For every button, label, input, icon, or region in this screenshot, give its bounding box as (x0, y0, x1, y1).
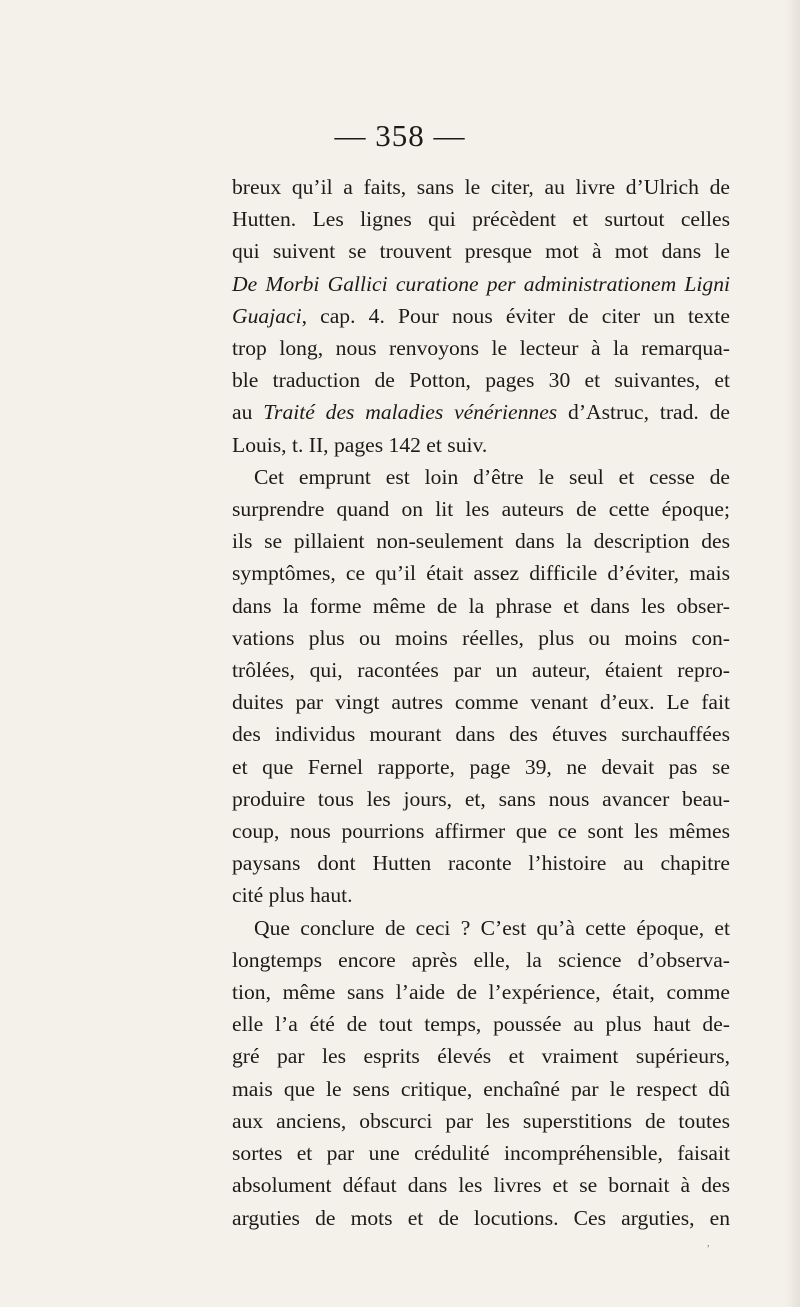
text-block (232, 171, 730, 1234)
margin-mark: , (707, 1238, 710, 1249)
text-line: coup, nous pourrions affirmer que ce sont les mêmes (232, 819, 730, 844)
italic-title: Traité des maladies vénériennes (263, 400, 558, 425)
text-line: Louis, t. II, pages 142 et suiv. (232, 432, 488, 457)
text-line: symptômes, ce qu’il était assez difficile d’éviter, mais (232, 561, 730, 586)
italic-title-line (232, 268, 730, 300)
text-line: sortes et par une crédulité incompréhensible, faisait (232, 1141, 730, 1166)
text-line: trôlées, qui, racontées par un auteur, étaient repro- (232, 658, 730, 683)
italic-title: De Morbi Gallici curatione per administrationem Ligni (232, 271, 730, 296)
text-line: paysans dont Hutten raconte l’histoire au chapitre (232, 851, 730, 876)
text-line: gré par les esprits élevés et vraiment supérieurs, (232, 1044, 730, 1069)
text-line: longtemps encore après elle, la science d’observa- (232, 947, 730, 972)
text-line: arguties de mots et de locutions. Ces arguties, en (232, 1205, 730, 1230)
text-line: cité plus haut. (232, 883, 353, 908)
text-line: Que conclure de ceci ? C’est qu’à cette époque, et (254, 915, 730, 940)
text-line: dans la forme même de la phrase et dans les obser- (232, 593, 730, 618)
page-edge-shadow (786, 0, 800, 1307)
text-line: Cet emprunt est loin d’être le seul et cesse de (254, 464, 730, 489)
text-line-with-italic (232, 396, 730, 428)
text-line: ils se pillaient non-seulement dans la description des (232, 529, 730, 554)
text-line: trop long, nous renvoyons le lecteur à la remarqua- (232, 336, 730, 361)
text-line: Hutten. Les lignes qui précèdent et surtout celles (232, 207, 730, 232)
text-line: aux anciens, obscurci par les superstitions de toutes (232, 1108, 730, 1133)
text-fragment: au (232, 400, 264, 425)
text-line: et que Fernel rapporte, page 39, ne devait pas se (232, 754, 730, 779)
text-line: produire tous les jours, et, sans nous avancer beau- (232, 786, 730, 811)
text-line: absolument défaut dans les livres et se bornait à des (232, 1173, 730, 1198)
text-line: qui suivent se trouvent presque mot à mot dans le (232, 239, 730, 264)
paragraph-3 (232, 912, 730, 1234)
italic-word: Guajaci (232, 303, 302, 328)
text-line: elle l’a été de tout temps, poussée au plus haut de- (232, 1012, 730, 1037)
page-number: — 358 — (334, 118, 466, 153)
text-line: vations plus ou moins réelles, plus ou moins con- (232, 625, 730, 650)
text-line: des individus mourant dans des étuves surchauffées (232, 722, 730, 747)
text-line: duites par vingt autres comme venant d’eux. Le fait (232, 690, 730, 715)
text-line: breux qu’il a faits, sans le citer, au livre d’Ulrich de (232, 175, 730, 199)
text-fragment: , cap. 4. Pour nous éviter de citer un texte (301, 303, 730, 328)
text-fragment: d’Astruc, trad. de (557, 400, 731, 425)
text-line: ble traduction de Potton, pages 30 et suivantes, et (232, 368, 730, 393)
paragraph-2 (232, 461, 730, 912)
text-line: surprendre quand on lit les auteurs de cette époque; (232, 497, 730, 522)
text-line: mais que le sens critique, enchaîné par le respect dû (232, 1076, 730, 1101)
text-line-with-italic (232, 300, 730, 332)
text-line: tion, même sans l’aide de l’expérience, était, comme (232, 980, 730, 1005)
paragraph-1 (232, 171, 730, 461)
